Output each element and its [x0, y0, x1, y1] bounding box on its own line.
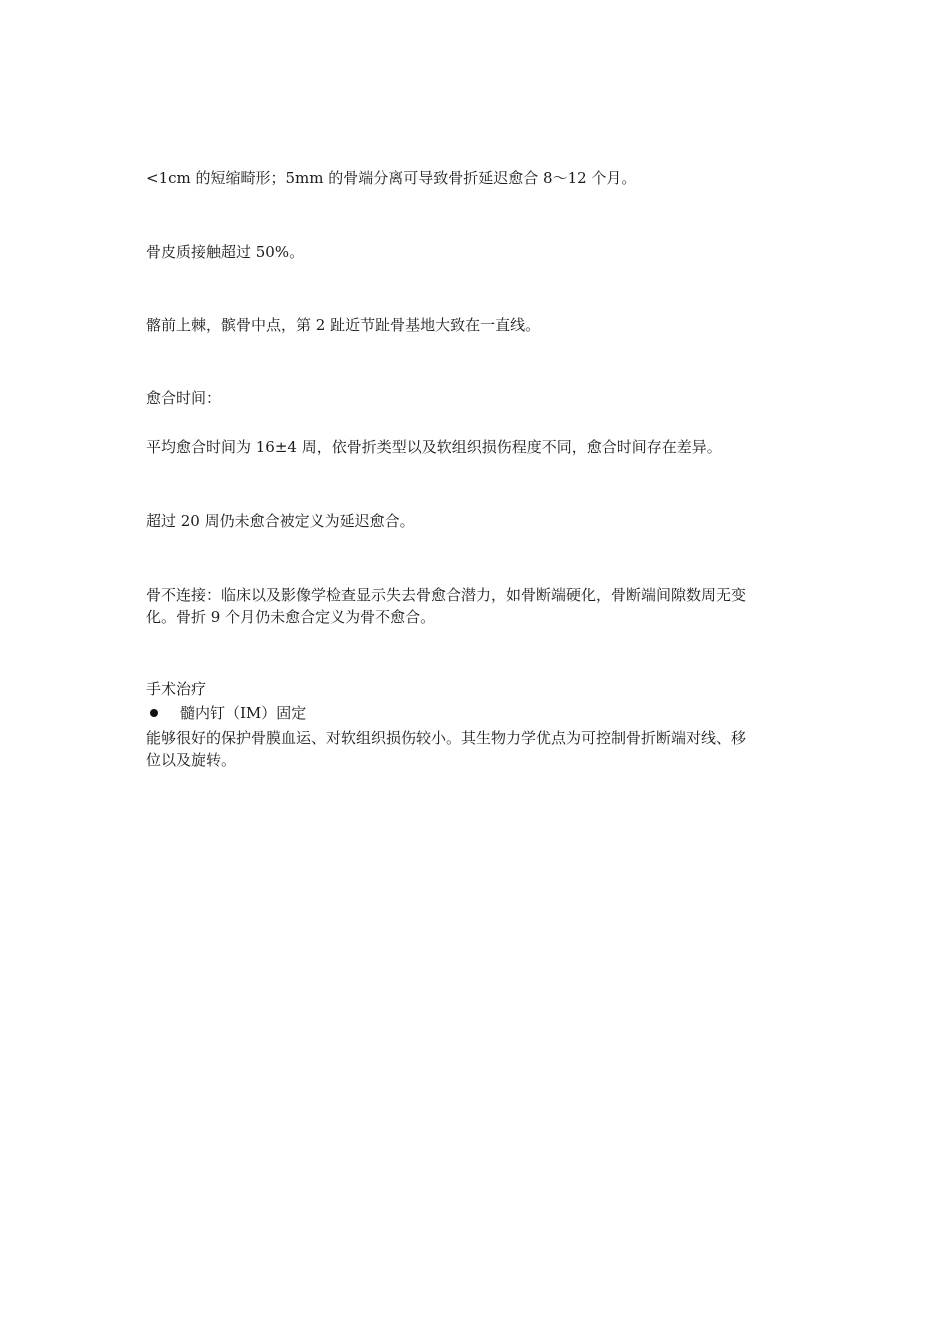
paragraph-alignment: 髂前上棘，髌骨中点，第 2 趾近节趾骨基地大致在一直线。 — [146, 316, 541, 334]
heading-healing-time: 愈合时间： — [146, 389, 222, 407]
bullet-item-label: 髓内钉（IM）固定 — [180, 704, 307, 722]
paragraph-shortening: <1cm 的短缩畸形；5mm 的骨端分离可导致骨折延迟愈合 8～12 个月。 — [146, 169, 637, 187]
paragraph-nonunion-line2: 化。骨折 9 个月仍未愈合定义为骨不愈合。 — [146, 608, 436, 626]
heading-surgical-treatment: 手术治疗 — [146, 680, 207, 698]
paragraph-im-advantages-line2: 位以及旋转。 — [146, 751, 237, 769]
bullet-icon — [150, 709, 158, 717]
paragraph-nonunion-line1: 骨不连接：临床以及影像学检查显示失去骨愈合潜力，如骨断端硬化，骨断端间隙数周无变 — [146, 586, 747, 604]
paragraph-delayed-union: 超过 20 周仍未愈合被定义为延迟愈合。 — [146, 512, 415, 530]
bullet-item-im-nail — [146, 702, 816, 724]
paragraph-im-advantages-line1: 能够很好的保护骨膜血运、对软组织损伤较小。其生物力学优点为可控制骨折断端对线、移 — [146, 729, 747, 747]
paragraph-average-healing: 平均愈合时间为 16±4 周，依骨折类型以及软组织损伤程度不同，愈合时间存在差异。 — [146, 438, 722, 456]
paragraph-cortical-contact: 骨皮质接触超过 50%。 — [146, 243, 305, 261]
